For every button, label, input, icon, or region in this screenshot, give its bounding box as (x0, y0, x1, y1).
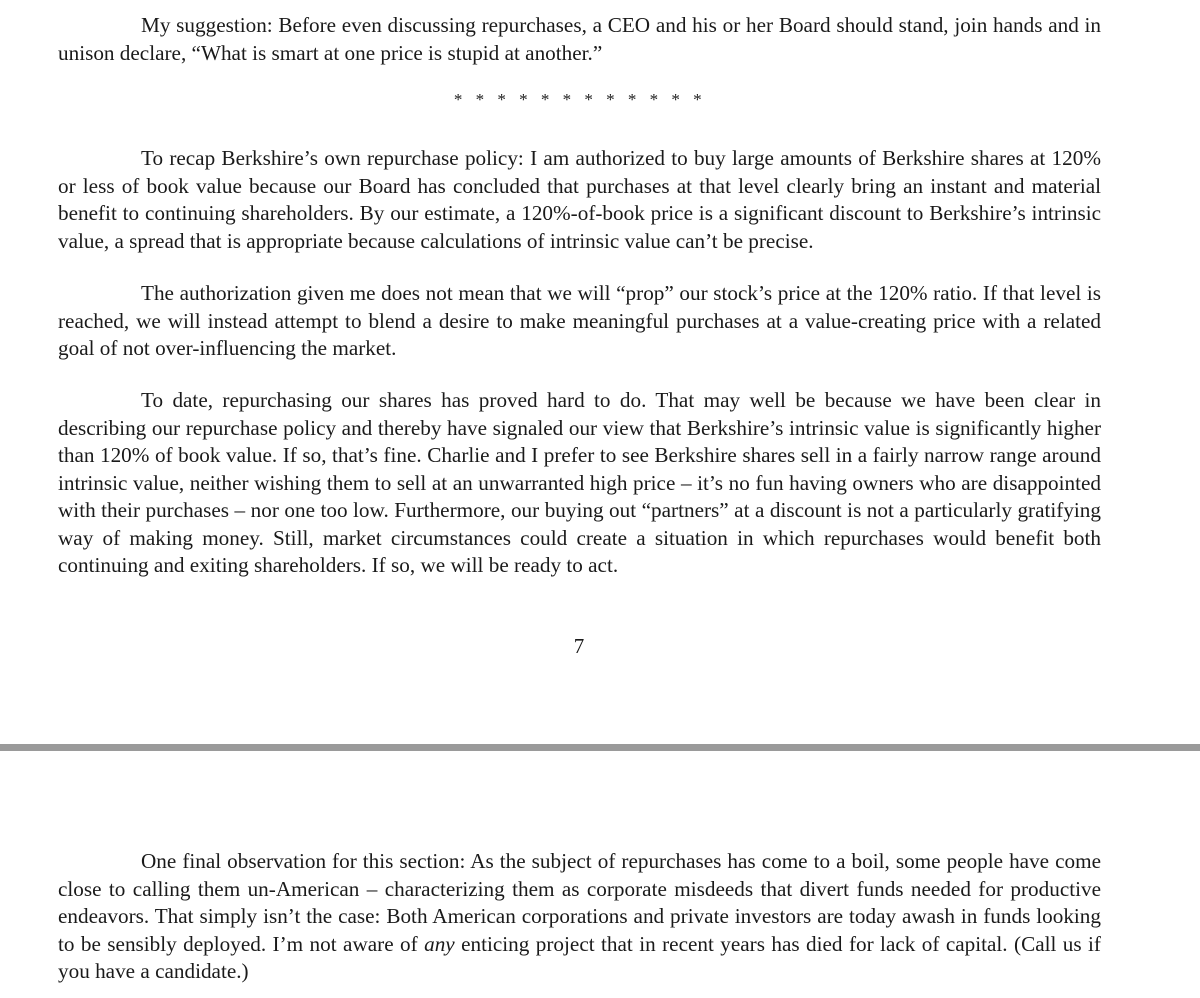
page-number: 7 (573, 634, 585, 658)
emphasis-any: any (424, 931, 455, 956)
paragraph-recap-policy: To recap Berkshire’s own repurchase policy: I am authorized to buy large amounts of Berkshire shares at 120% or less of book value because our Board has concluded that purchases at that level clearly bring an instant and material benefit to continuing shareholders. By our estimate, a 120%-of-book price is a significant discount to Berkshire’s intrinsic value, a spread that is appropriate because calculations of intrinsic value can’t be precise. (58, 146, 1101, 253)
page-divider (0, 744, 1200, 751)
document-page-lower (0, 751, 1200, 998)
section-separator: * * * * * * * * * * * * (453, 90, 707, 109)
paragraph-authorization: The authorization given me does not mean that we will “prop” our stock’s price at the 120% ratio. If that level is reached, we will instead attempt to blend a desire to make meaningful purchases at a value-creating price with a related goal of not over-influencing the market. (58, 281, 1101, 360)
paragraph-suggestion: My suggestion: Before even discussing repurchases, a CEO and his or her Board should stand, join hands and in unison declare, “What is smart at one price is stupid at another.” (58, 13, 1101, 65)
paragraph-final-observation: One final observation for this section: As the subject of repurchases has come to a boil, some people have come close to calling them un-American – characterizing them as corporate misdeeds that divert funds needed for productive endeavors. That simply isn’t the case: Both American corporations and private investors are today awash in funds looking to be sensibly deployed. I’m not aware of any enticing project that in recent years has died for lack of capital. (Call us if you have a candidate.) (58, 849, 1101, 983)
paragraph-to-date: To date, repurchasing our shares has proved hard to do. That may well be because we have been clear in describing our repurchase policy and thereby have signaled our view that Berkshire’s intrinsic value is significantly higher than 120% of book value. If so, that’s fine. Charlie and I prefer to see Berkshire shares sell in a fairly narrow range around intrinsic value, neither wishing them to sell at an unwarranted high price – it’s no fun having owners who are disappointed with their purchases – nor one too low. Furthermore, our buying out “partners” at a discount is not a particularly gratifying way of making money. Still, market circumstances could create a situation in which repurchases would benefit both continuing and exiting shareholders. If so, we will be ready to act. (58, 388, 1101, 577)
